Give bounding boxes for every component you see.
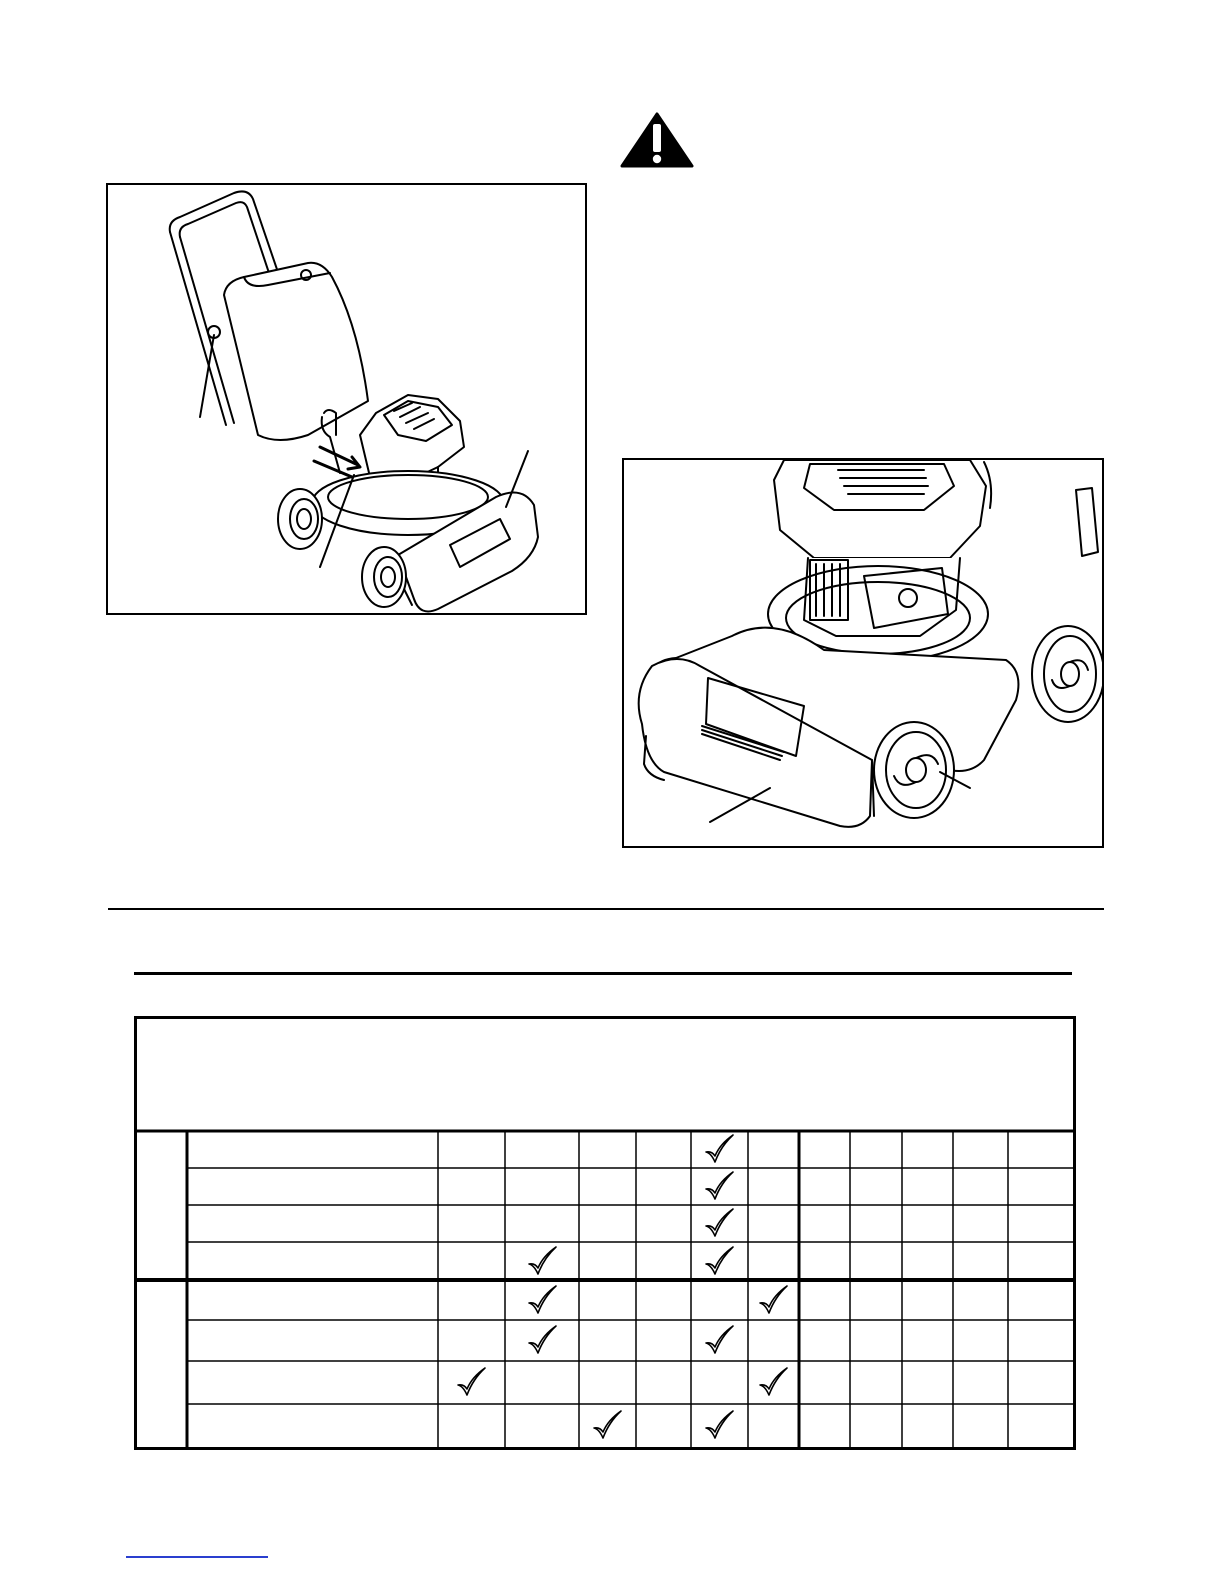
chipper-vacuum-rear-view-illustration <box>108 185 585 613</box>
checkmark-icon <box>702 1408 736 1442</box>
checkmark-icon <box>756 1283 790 1317</box>
checkmark-icon <box>702 1169 736 1203</box>
checkmark-icon <box>525 1323 559 1357</box>
section-divider <box>108 908 1104 910</box>
table-grid <box>137 1019 1073 1447</box>
checkmark-icon <box>590 1408 624 1442</box>
checkmark-icon <box>525 1283 559 1317</box>
figure-rear-view <box>106 183 587 615</box>
checkmark-icon <box>525 1244 559 1278</box>
maintenance-schedule-table <box>134 1016 1076 1450</box>
checkmark-icon <box>756 1365 790 1399</box>
figure-front-view <box>622 458 1104 848</box>
checkmark-icon <box>702 1132 736 1166</box>
checkmark-icon <box>454 1365 488 1399</box>
checkmark-icon <box>702 1244 736 1278</box>
checkmark-icon <box>702 1323 736 1357</box>
footer-link-underline[interactable] <box>126 1556 268 1558</box>
warning-triangle-icon <box>620 112 694 168</box>
chipper-vacuum-front-view-illustration <box>624 460 1102 846</box>
table-heading-rule <box>134 972 1072 975</box>
checkmark-icon <box>702 1206 736 1240</box>
